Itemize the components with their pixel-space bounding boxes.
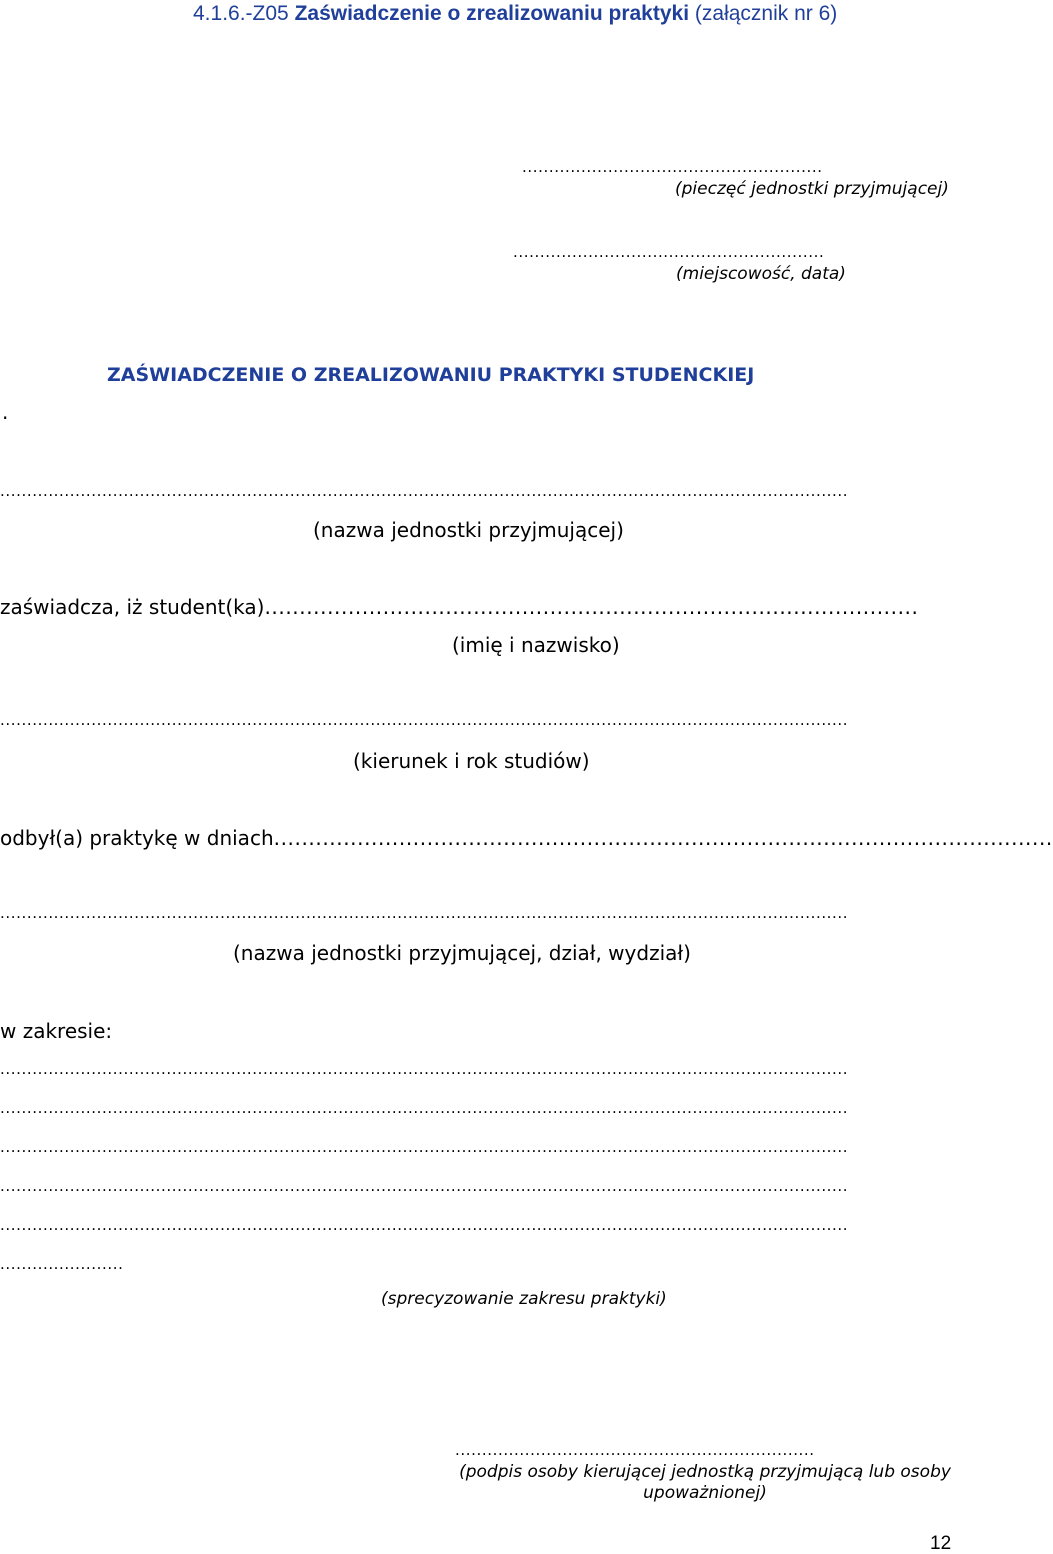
scope-line-6: .......................	[0, 1255, 124, 1273]
course-caption: (kierunek i rok studiów)	[353, 749, 590, 773]
scope-line-2: ..............................................................................................................................................................	[0, 1099, 849, 1117]
scope-line-5: ..............................................................................................................................................................	[0, 1216, 849, 1234]
stamp-caption: (pieczęć jednostki przyjmującej)	[675, 179, 949, 199]
student-caption: (imię i nazwisko)	[452, 633, 620, 657]
signature-caption-line2: upoważnionej)	[643, 1483, 767, 1503]
stray-dot: .	[2, 400, 9, 424]
document-title: ZAŚWIADCZENIE O ZREALIZOWANIU PRAKTYKI STUDENCKIEJ	[107, 364, 755, 386]
unit-caption: (nazwa jednostki przyjmującej)	[313, 518, 624, 542]
signature-caption-line1: (podpis osoby kierującej jednostką przyjmującą lub osoby	[459, 1462, 951, 1482]
scope-caption: (sprecyzowanie zakresu praktyki)	[381, 1289, 667, 1309]
student-prefix: zaświadcza, iż student(ka)	[0, 595, 265, 619]
scope-line-3: ..............................................................................................................................................................	[0, 1138, 849, 1156]
signature-dots: ...................................................................	[455, 1441, 815, 1459]
header-annex: (załącznik nr 6)	[694, 2, 838, 25]
unit-dept-caption: (nazwa jednostki przyjmującej, dział, wydział)	[233, 941, 691, 965]
scope-line-4: ..............................................................................................................................................................	[0, 1177, 849, 1195]
scope-label: w zakresie:	[0, 1019, 113, 1043]
place-date-caption: (miejscowość, data)	[676, 264, 846, 284]
unit-dept-dots: ..............................................................................................................................................................	[0, 904, 849, 922]
unit-dots: ..............................................................................................................................................................	[0, 482, 849, 500]
course-dots: ..............................................................................................................................................................	[0, 711, 849, 729]
document-header	[193, 1, 837, 27]
days-prefix: odbył(a) praktykę w dniach	[0, 826, 274, 850]
scope-line-1: ..............................................................................................................................................................	[0, 1060, 849, 1078]
header-number: 4.1.6.-Z05	[193, 2, 289, 25]
days-dots: ................................................................................................................	[273, 826, 1053, 850]
student-dots: ..............................................................................................	[264, 595, 919, 619]
place-date-dots: ..........................................................	[513, 243, 825, 261]
stamp-dots: ........................................................	[522, 158, 823, 176]
page-number: 12	[930, 1533, 952, 1554]
student-line	[0, 595, 954, 619]
header-title: Zaświadczenie o zrealizowaniu praktyki	[294, 2, 690, 25]
days-line	[0, 826, 1053, 850]
